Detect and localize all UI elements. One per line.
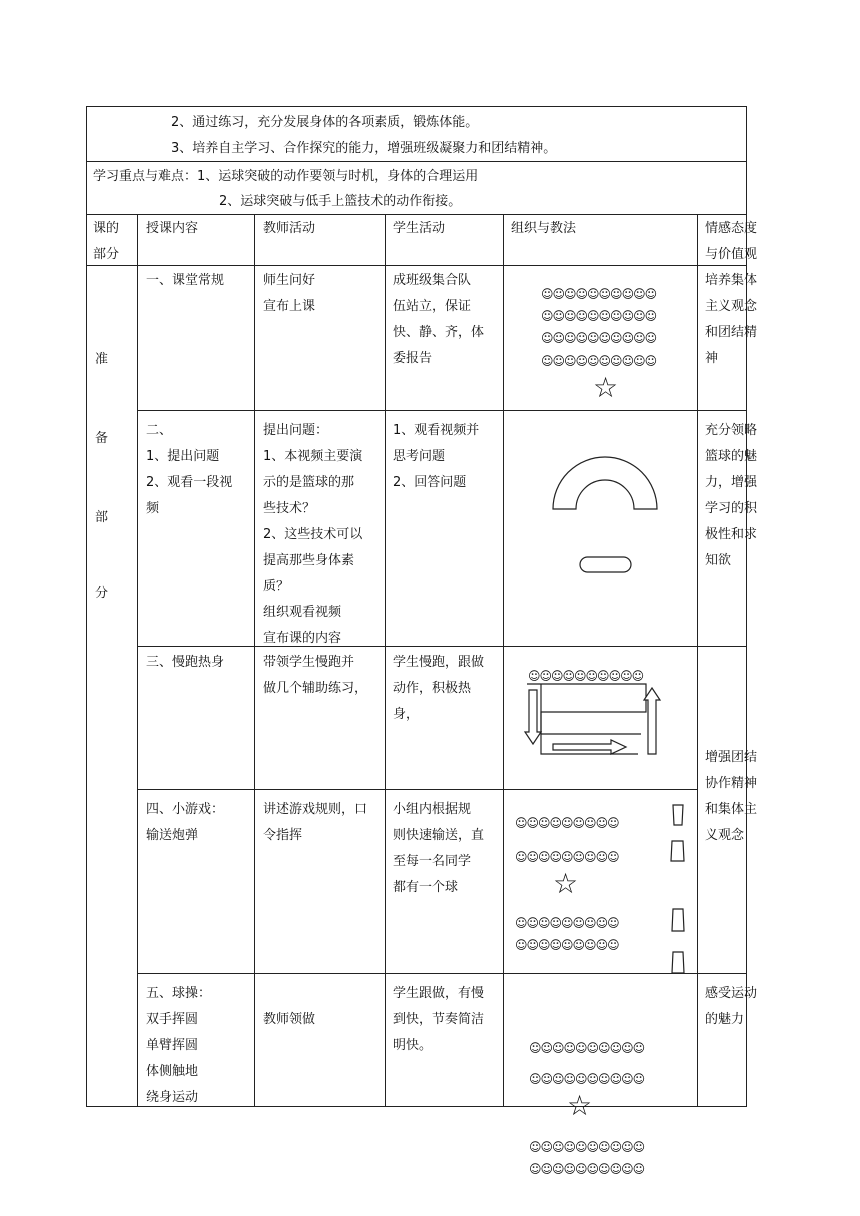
row2-teacher: 提出问题： 1、本视频主要演 示的是篮球的那 些技术？ 2、这些技术可以 提高那些身体素 质？ 组织观看视频 宣布课的内容	[263, 423, 363, 646]
header-content: 授课内容	[146, 221, 199, 236]
row4-content: 四、小游戏： 输送炮弹	[146, 802, 225, 843]
col-divider-4	[503, 214, 504, 1107]
part-label-char-2: 备	[95, 431, 109, 446]
header-student: 学生活动	[393, 221, 446, 236]
objective-line-2: 2、通过练习，充分发展身体的各项素质，锻炼体能。	[171, 115, 479, 130]
student-row: ☺☺☺☺☺☺☺☺☺☺	[528, 669, 644, 683]
border-top	[86, 106, 747, 107]
row1-emotion: 培养集体 主义观念 和团结精 神	[705, 273, 758, 366]
arrow-down-icon	[525, 690, 541, 744]
student-row: ☺☺☺☺☺☺☺☺☺☺	[529, 1162, 645, 1176]
col-divider-1	[137, 214, 138, 1107]
teacher-star-icon: ☆	[553, 867, 579, 900]
border-row2-bottom	[137, 646, 747, 647]
arrow-up-icon	[644, 688, 660, 754]
student-row: ☺☺☺☺☺☺☺☺☺☺	[541, 309, 657, 323]
part-label-char-1: 准	[95, 352, 109, 367]
key-points-line-1: 学习重点与难点：1、运球突破的动作要领与时机，身体的合理运用	[93, 169, 479, 184]
student-row: ☺☺☺☺☺☺☺☺☺☺	[529, 1140, 645, 1154]
audience-arc	[553, 457, 657, 509]
row2-content: 二、 1、提出问题 2、观看一段视 频	[146, 423, 233, 516]
border-header-bottom	[86, 265, 747, 266]
header-emotion: 情感态度 与价值观	[705, 221, 758, 262]
student-row: ☺☺☺☺☺☺☺☺☺	[515, 916, 619, 930]
row2-emotion: 充分领略 篮球的魅 力，增强 学习的积 极性和求 知欲	[705, 423, 758, 568]
row3-content: 三、慢跑热身	[146, 655, 225, 670]
teacher-star-icon: ☆	[567, 1089, 593, 1122]
cone-icon	[673, 805, 683, 825]
screen-capsule	[580, 557, 631, 572]
row1-content: 一、课堂常规	[146, 273, 225, 288]
student-row: ☺☺☺☺☺☺☺☺☺☺	[541, 331, 657, 345]
row4-teacher: 讲述游戏规则，口 令指挥	[263, 802, 368, 843]
student-row: ☺☺☺☺☺☺☺☺☺☺	[541, 287, 657, 301]
objective-line-3: 3、培养自主学习、合作探究的能力，增强班级凝聚力和团结精神。	[171, 141, 557, 156]
cone-icon	[671, 841, 684, 861]
student-row: ☺☺☺☺☺☺☺☺☺	[515, 850, 619, 864]
part-label-char-3: 部	[95, 510, 109, 525]
row3-student: 学生慢跑，跟做 动作，积极热 身，	[393, 655, 485, 722]
student-row: ☺☺☺☺☺☺☺☺☺	[515, 938, 619, 952]
row5-teacher: 教师领做	[263, 1012, 316, 1027]
part-label-char-4: 分	[95, 586, 109, 601]
row34-emotion: 增强团结 协作精神 和集体主 义观念	[705, 750, 758, 843]
cone-icon	[672, 952, 684, 973]
col-divider-3	[385, 214, 386, 1107]
col-divider-2	[254, 214, 255, 1107]
cone-icon	[672, 909, 684, 931]
border-left	[86, 106, 87, 1107]
row4-student: 小组内根据规 则快速输送，直 至每一名同学 都有一个球	[393, 802, 485, 895]
row5-emotion: 感受运动 的魅力	[705, 986, 758, 1027]
route-track	[527, 684, 646, 734]
student-row: ☺☺☺☺☺☺☺☺☺	[515, 816, 619, 830]
border-row1-bottom	[137, 410, 747, 411]
header-part: 课的 部分	[93, 221, 120, 262]
row5-student: 学生跟做，有慢 到快，节奏简洁 明快。	[393, 986, 485, 1053]
row3-teacher: 带领学生慢跑并 做几个辅助练习，	[263, 655, 368, 696]
student-row: ☺☺☺☺☺☺☺☺☺☺	[541, 354, 657, 368]
teacher-star-icon: ☆	[593, 371, 619, 404]
arrow-right-icon	[553, 740, 626, 754]
row5-content: 五、球操： 双手挥圆 单臂挥圆 体侧触地 绕身运动	[146, 986, 212, 1105]
row1-teacher: 师生问好 宣布上课	[263, 273, 316, 314]
col-divider-5	[697, 214, 698, 1107]
student-row: ☺☺☺☺☺☺☺☺☺☺	[529, 1041, 645, 1055]
header-organization: 组织与教法	[511, 221, 577, 236]
route-track-outer	[541, 684, 638, 754]
row1-student: 成班级集合队 伍站立，保证 快、静、齐，体 委报告	[393, 273, 485, 366]
row2-student: 1、观看视频并 思考问题 2、回答问题	[393, 423, 480, 490]
border-row3-bottom	[137, 789, 697, 790]
key-points-line-2: 2、运球突破与低手上篮技术的动作衔接。	[219, 194, 462, 209]
border-row4-bottom	[137, 973, 747, 974]
header-teacher: 教师活动	[263, 221, 316, 236]
student-row: ☺☺☺☺☺☺☺☺☺☺	[529, 1072, 645, 1086]
